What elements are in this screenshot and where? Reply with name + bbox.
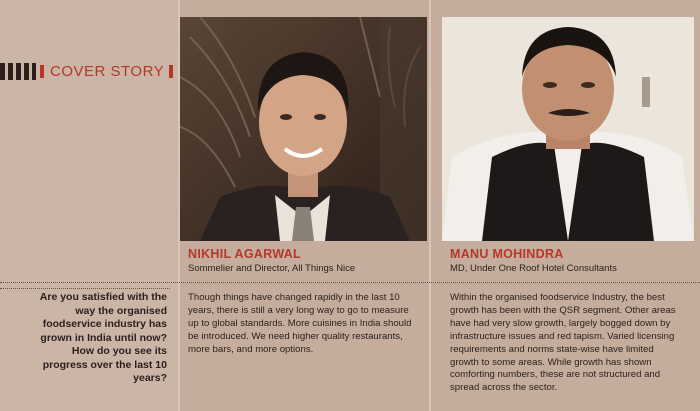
portrait-photo-manu	[442, 17, 694, 241]
portrait-photo-nikhil	[180, 17, 427, 241]
left-column	[0, 0, 178, 411]
section-header	[0, 63, 178, 80]
person-name: NIKHIL AGARWAL	[188, 247, 301, 261]
column-divider	[429, 0, 431, 411]
section-label: COVER STORY	[50, 63, 165, 80]
stripes-decoration	[0, 63, 36, 80]
question-text: Are you satisfied with the way the organised foodservice industry has grown in India until now? How do you see its progress over the last 10 years?	[39, 291, 167, 384]
person-name: MANU MOHINDRA	[450, 247, 564, 261]
person-answer: Within the organised foodservice Industry, the best growth has been with the QSR segment. Other areas have had very slow growth, largely bogged down by infrastructure issues and red tapism. Varied licensing requirements and norms state-wise have limited growth to some areas. While growth has shown comforting numbers, these are not structured and spread across the sector.	[450, 292, 676, 394]
person-answer: Though things have changed rapidly in the last 10 years, there is still a very long way to go to measure up to global standards. More cuisines in India should be introduced. We need higher quality restaurants, more bars, and more options.	[188, 292, 412, 355]
dotted-separator	[0, 288, 170, 289]
portrait-illustration	[442, 17, 694, 241]
person-title: Sommelier and Director, All Things Nice	[188, 263, 356, 274]
portrait-illustration	[180, 17, 427, 241]
person-title: MD, Under One Roof Hotel Consultants	[450, 263, 617, 274]
red-tick-right	[169, 65, 173, 78]
dotted-separator	[0, 282, 700, 283]
red-tick-left	[40, 65, 44, 78]
